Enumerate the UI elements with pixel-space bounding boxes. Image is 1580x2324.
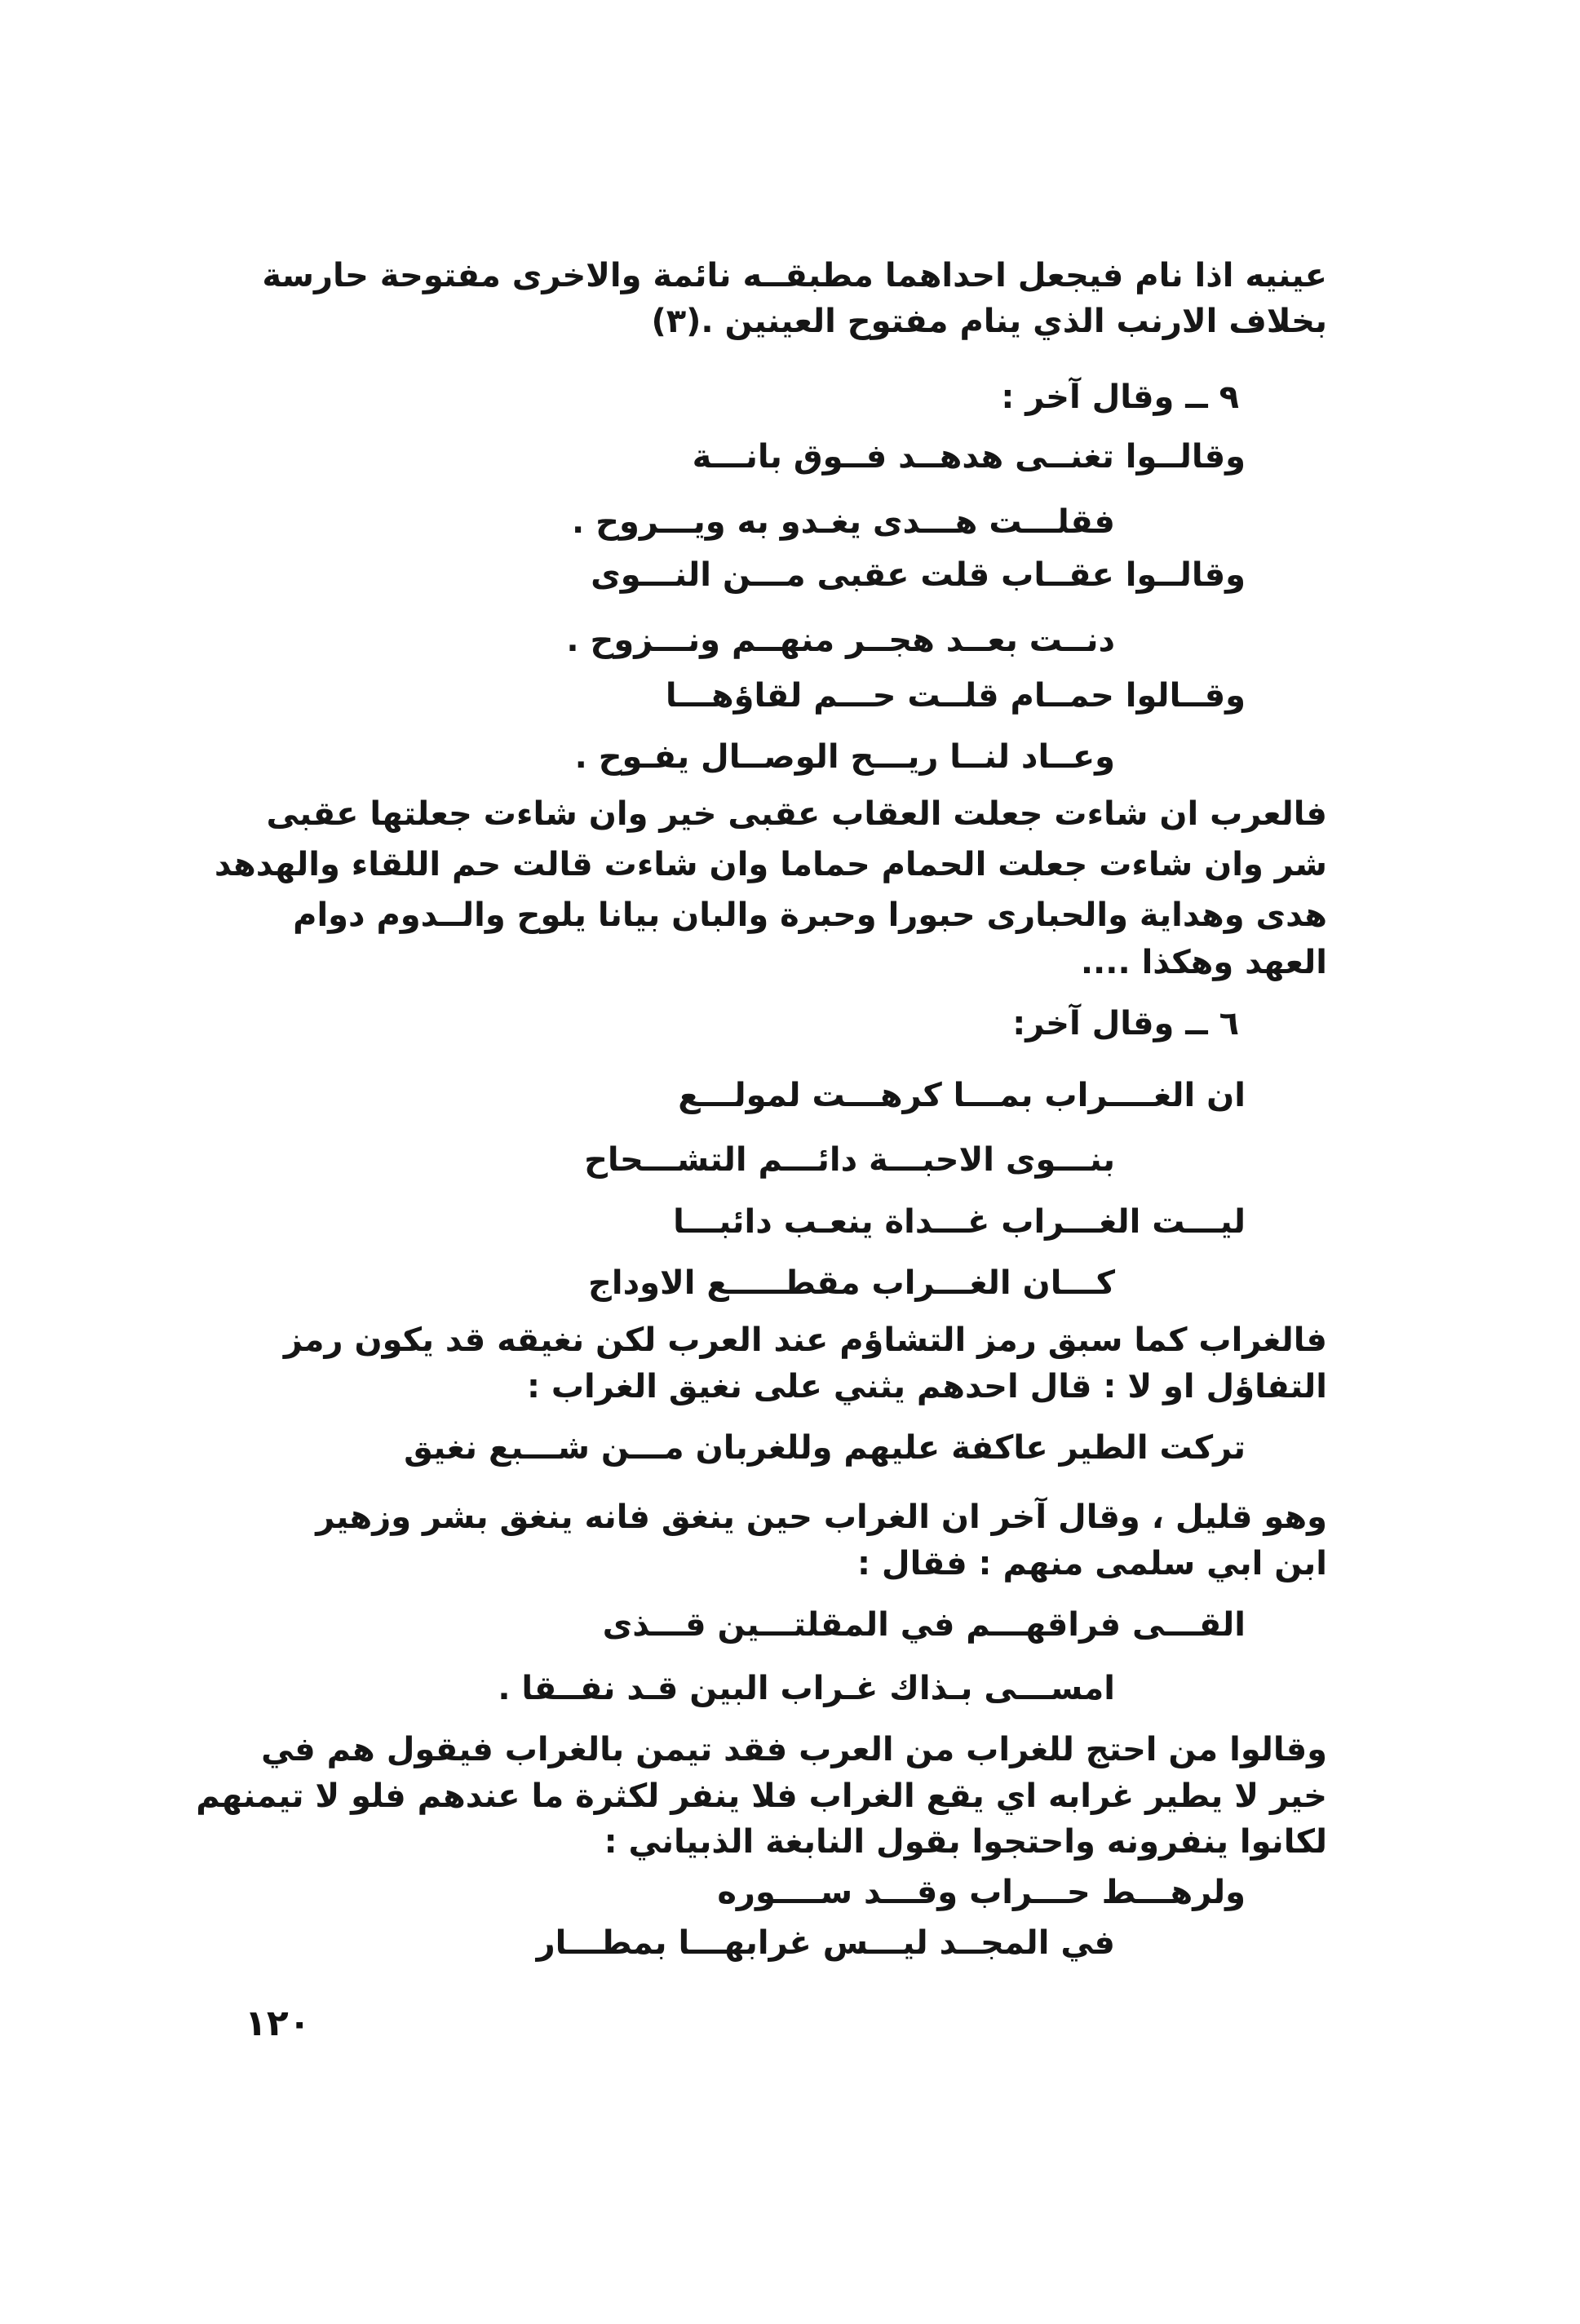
- text-line: شر وان شاءت جعلت الحمام حماما وان شاءت قالت حم اللقاء والهدهد: [214, 846, 1327, 883]
- verse-line: امســـى بـذاك غـراب البين قـد نفــقا .: [498, 1670, 1115, 1707]
- verse-line: ليـــت الغـــراب غـــداة ينعـب دائبـــا: [673, 1203, 1246, 1241]
- verse-line: فقلـــت هـــدى يغـدو به ويـــروح .: [572, 503, 1115, 541]
- text-line: وقالوا من احتج للغراب من العرب فقد تيمن بالغراب فيقول هم في: [261, 1731, 1327, 1768]
- verse-line: في المجــد ليـــس غرابهـــا بمطـــار: [536, 1924, 1115, 1962]
- text-line: بخلاف الارنب الذي ينام مفتوح العينين .(٣): [651, 303, 1327, 340]
- text-line: ابن ابي سلمى منهم : فقال :: [857, 1545, 1327, 1583]
- verse-line: دنــت بعــد هجــر منهــم ونـــزوح .: [566, 622, 1115, 659]
- text-line: خير لا يطير غرابه اي يقع الغراب فلا ينفر لكثرة ما عندهم فلو لا تيمنهم: [196, 1777, 1327, 1815]
- page-number: ١٢٠: [245, 2003, 311, 2044]
- text-line: هدى وهداية والحبارى حبورا وحبرة والبان بيانا يلوح والــدوم دوام: [293, 896, 1327, 934]
- section-heading: ٦ ــ وقال آخر:: [1012, 1005, 1239, 1042]
- verse-line: وعــاد لنــا ريـــح الوصــال يفـوح .: [574, 738, 1115, 776]
- verse-line: بنـــوى الاحبـــة دائـــم التشـــحاح: [584, 1141, 1115, 1179]
- verse-line: تركت الطير عاكفة عليهم وللغربان مـــن شـــبع نغيق: [404, 1429, 1246, 1467]
- text-line: وهو قليل ، وقال آخر ان الغراب حين ينغق فانه ينغق بشر وزهير: [316, 1498, 1327, 1536]
- text-line: العهد وهكذا ....: [1080, 944, 1327, 981]
- verse-line: كـــان الغـــراب مقطـــــع الاوداج: [588, 1264, 1115, 1302]
- text-line: فالغراب كما سبق رمز التشاؤم عند العرب لكن نغيقه قد يكون رمز: [283, 1321, 1327, 1359]
- text-line: لكانوا ينفرونه واحتجوا بقول النابغة الذبياني :: [604, 1823, 1327, 1861]
- verse-line: ان الغــــراب بمـــا كرهـــت لمولـــع: [678, 1077, 1246, 1114]
- text-line: التفاؤل او لا : قال احدهم يثني على نغيق الغراب :: [526, 1368, 1327, 1405]
- text-line: فالعرب ان شاءت جعلت العقاب عقبى خير وان شاءت جعلتها عقبى: [266, 795, 1327, 833]
- verse-line: القـــى فراقهـــم في المقلتـــين قـــذى: [602, 1606, 1246, 1644]
- section-heading: ٩ ــ وقال آخر :: [1001, 378, 1239, 416]
- verse-line: وقالــوا تغنــى هدهــد فــوق بانـــة: [692, 438, 1246, 476]
- verse-line: وقالــوا عقــاب قلت عقبى مـــن النـــوى: [591, 556, 1246, 594]
- verse-line: ولرهـــط حـــراب وقـــد ســــوره: [717, 1874, 1246, 1911]
- verse-line: وقــالوا حمــام قلــت حـــم لقاؤهـــا: [665, 677, 1246, 715]
- text-line: عينيه اذا نام فيجعل احداهما مطبقــه نائمة والاخرى مفتوحة حارسة: [262, 257, 1327, 294]
